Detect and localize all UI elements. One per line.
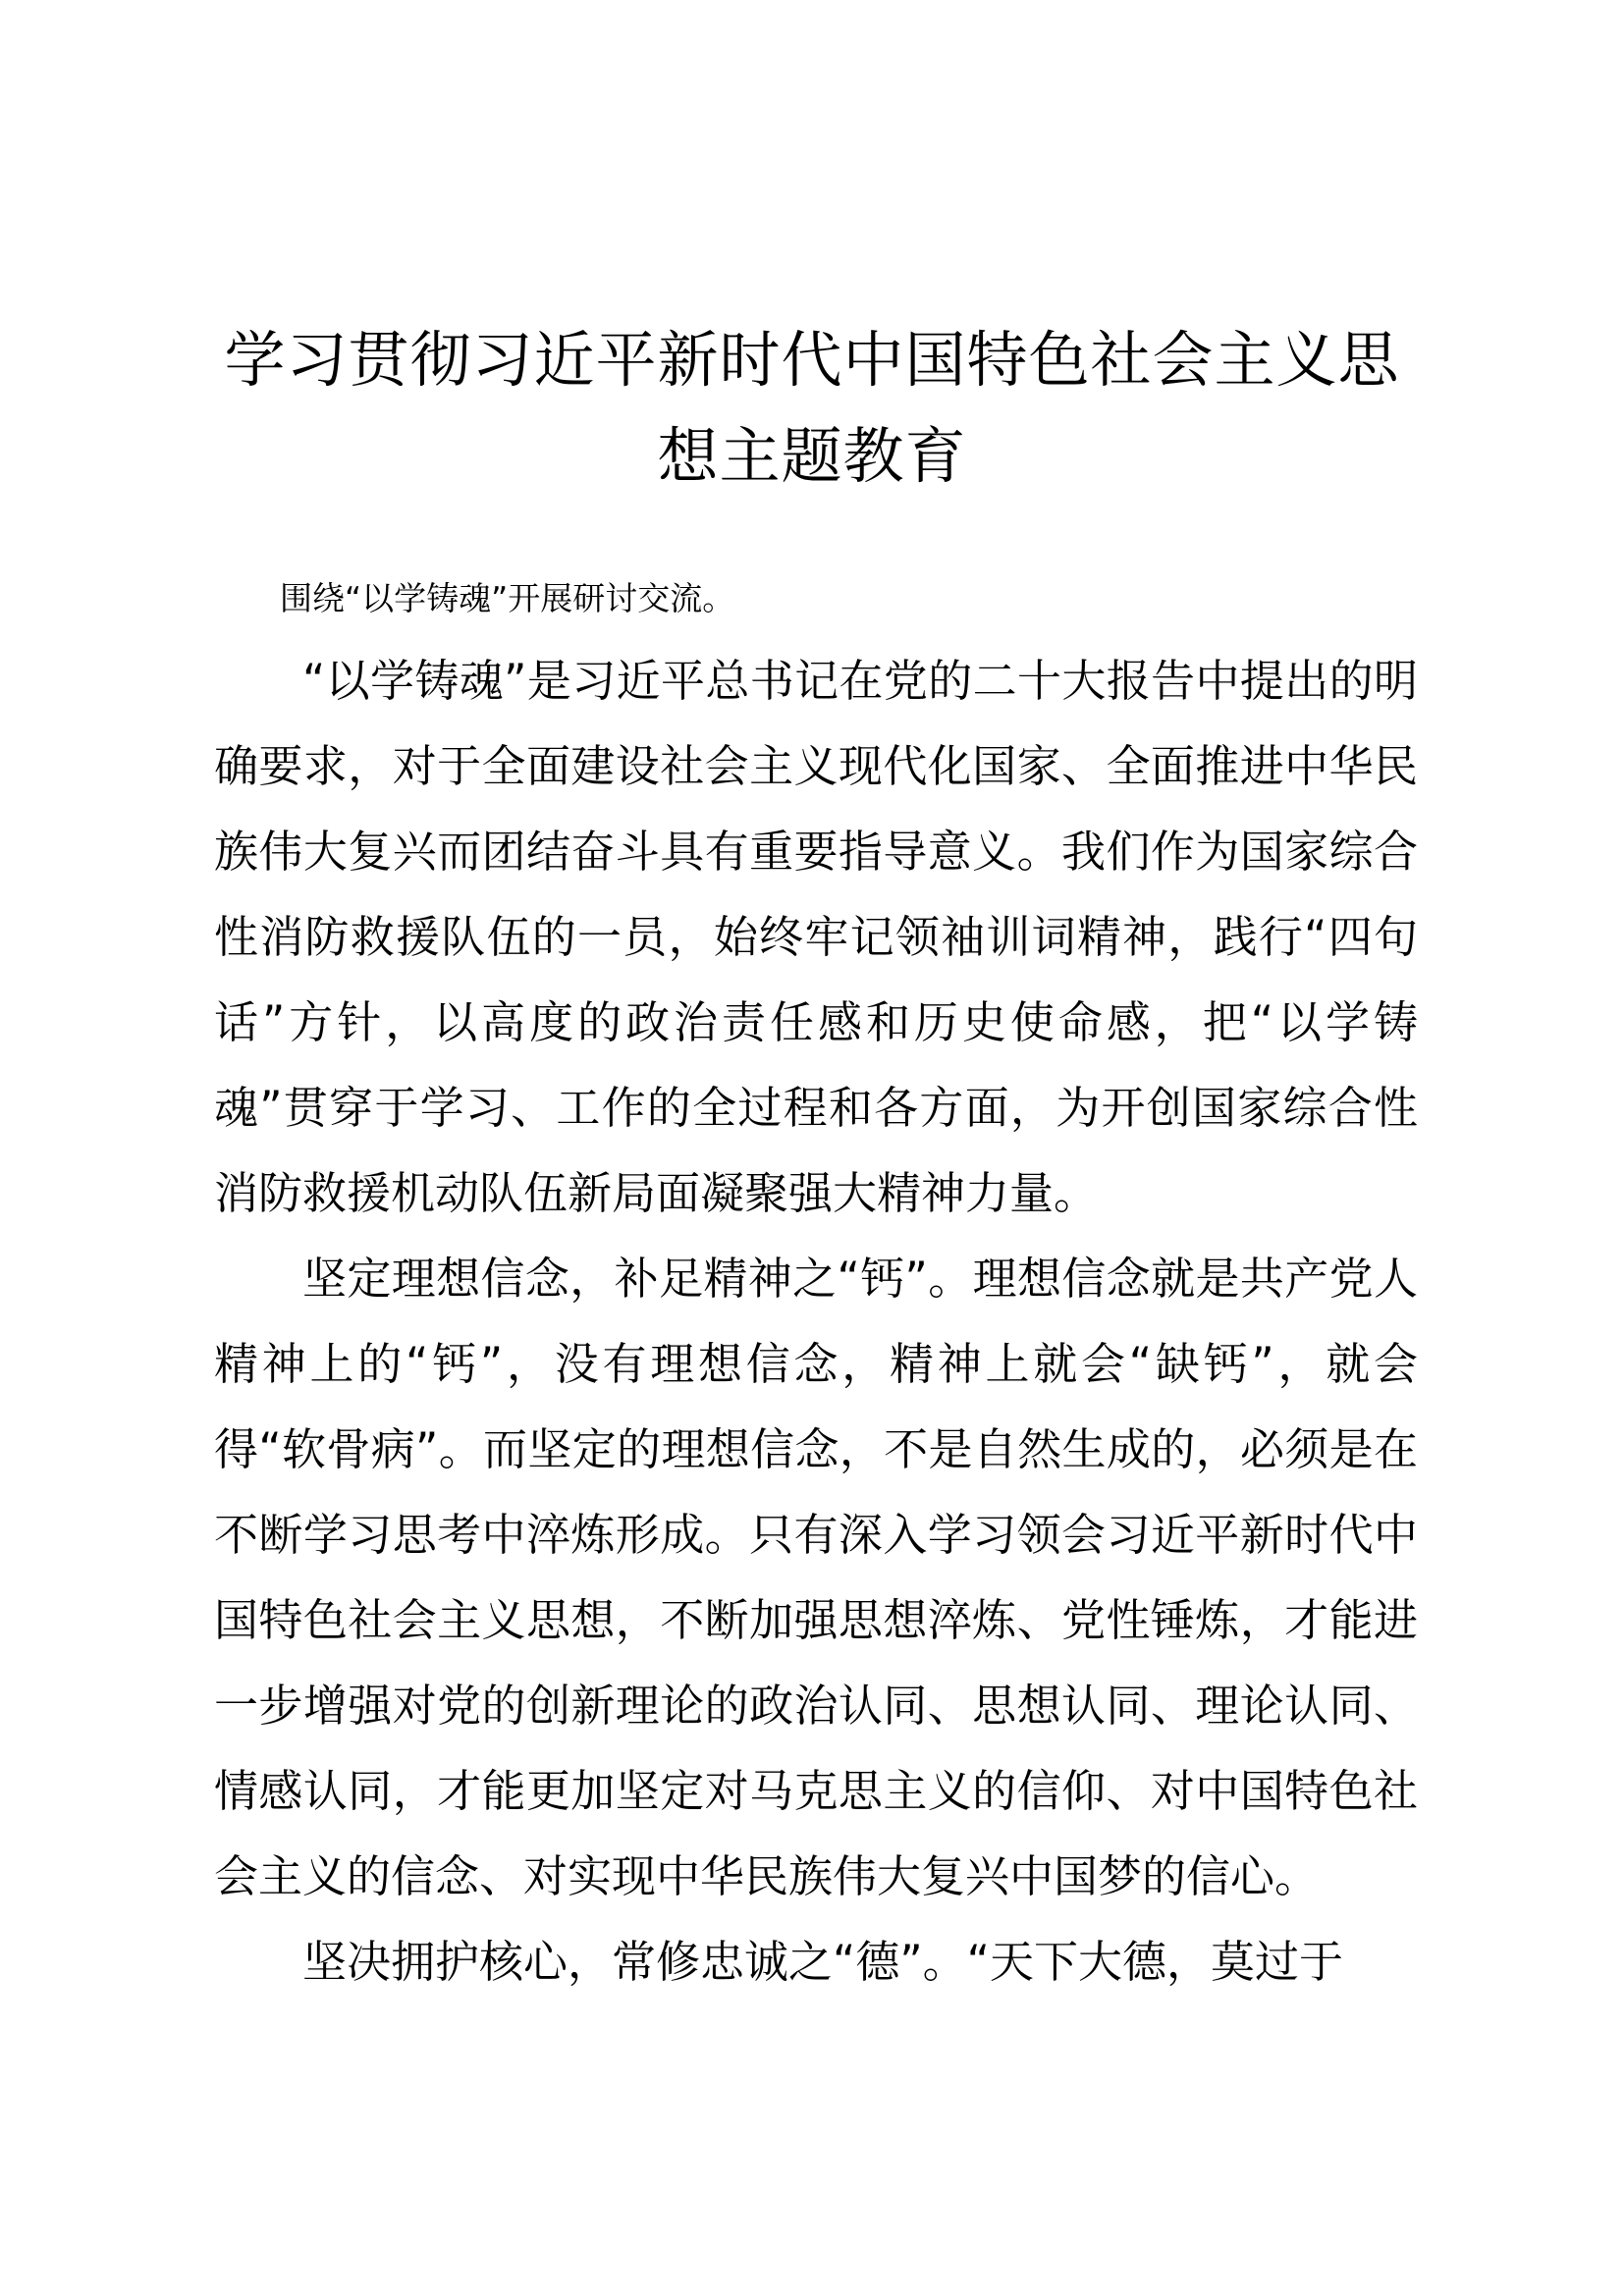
body-text	[214, 638, 1418, 2004]
paragraph-loyalty: 坚决拥护核心，常修忠诚之“德”。“天下大德，莫过于	[302, 1936, 1343, 1988]
subtitle: 围绕“以学铸魂”开展研讨交流。	[280, 579, 735, 617]
paragraph-intro: “以学铸魂”是习近平总书记在党的二十大报告中提出的明确要求，对于全面建设社会主义现代化国家、全面推进中华民族伟大复兴而团结奋斗具有重要指导意义。我们作为国家综合性消防救援队伍的一员，始终牢记领袖训词精神，践行“四句话”方针，以高度的政治责任感和历史使命感，把“以学铸魂”贯穿于学习、工作的全过程和各方面，为开创国家综合性消防救援机动队伍新局面凝聚强大精神力量。	[214, 655, 1418, 1219]
page-title: 学习贯彻习近平新时代中国特色社会主义思想主题教育	[224, 324, 1400, 492]
paragraph-ideals: 坚定理想信念，补足精神之“钙”。理想信念就是共产党人精神上的“钙”，没有理想信念，精神上就会“缺钙”，就会得“软骨病”。而坚定的理想信念，不是自然生成的，必须是在不断学习思考中淬炼形成。只有深入学习领会习近平新时代中国特色社会主义思想，不断加强思想淬炼、党性锤炼，才能进一步增强对党的创新理论的政治认同、思想认同、理论认同、情感认同，才能更加坚定对马克思主义的信仰、对中国特色社会主义的信念、对实现中华民族伟大复兴中国梦的信心。	[214, 1253, 1418, 1902]
